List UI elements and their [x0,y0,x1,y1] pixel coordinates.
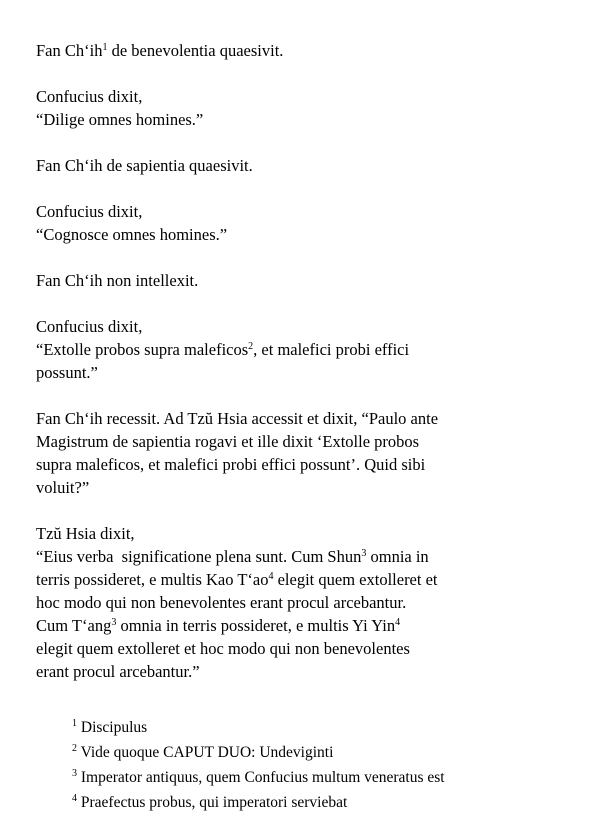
footnote-reference: 4 [268,571,274,582]
paragraph: Fan Ch‘ih non intellexit. [36,271,199,290]
paragraph: Confucius dixit, “Dilige omnes homines.” [36,87,204,129]
footnote-marker: 1 [72,718,77,729]
document-body [36,39,556,683]
paragraph: Confucius dixit, “Extolle probos supra maleficos$^2$, et malefici probi effici possunt.” [36,317,410,382]
footnote-reference: 3 [111,617,117,628]
footnote-marker: 2 [72,743,77,754]
paragraph: Confucius dixit, “Cognosce omnes homines.” [36,202,228,244]
footnote-reference: 4 [395,617,401,628]
paragraph: Fan Ch‘ih$^1$ de benevolentia quaesivit. [36,41,284,60]
footnote-marker: 4 [72,793,77,804]
footnote-reference: 3 [361,548,367,559]
footnote: $^4$ Praefectus probus, qui imperatori serviebat [72,793,348,811]
footnote-reference: 2 [248,341,254,352]
footnote: $^1$ Discipulus [72,718,148,736]
footnotes-section [36,715,556,815]
footnote-marker: 3 [72,768,77,779]
paragraph: Fan Ch‘ih de sapientia quaesivit. [36,156,253,175]
footnote-reference: 1 [102,42,108,53]
paragraph: Tzŭ Hsia dixit, “Eius verba significatione plena sunt. Cum Shun$^3$ omnia in terris possideret, e multis Kao T‘ao$^4$ elegit quem extolleret et hoc modo qui non benevolentes erant procul arcebantur. Cum T‘ang$^3$ omnia in terris possideret, e multis Yi Yin$^4$ elegit quem extolleret et hoc modo qui non benevolentes erant procul arcebantur.” [36,524,438,681]
paragraph: Fan Ch‘ih recessit. Ad Tzŭ Hsia accessit et dixit, “Paulo ante Magistrum de sapientia rogavi et ille dixit ‘Extolle probos supra maleficos, et malefici probi effici possunt’. Quid sibi voluit?” [36,409,439,497]
footnote: $^3$ Imperator antiquus, quem Confucius multum veneratus est [72,768,445,786]
footnote: $^2$ Vide quoque CAPUT DUO: Undeviginti [72,743,334,761]
